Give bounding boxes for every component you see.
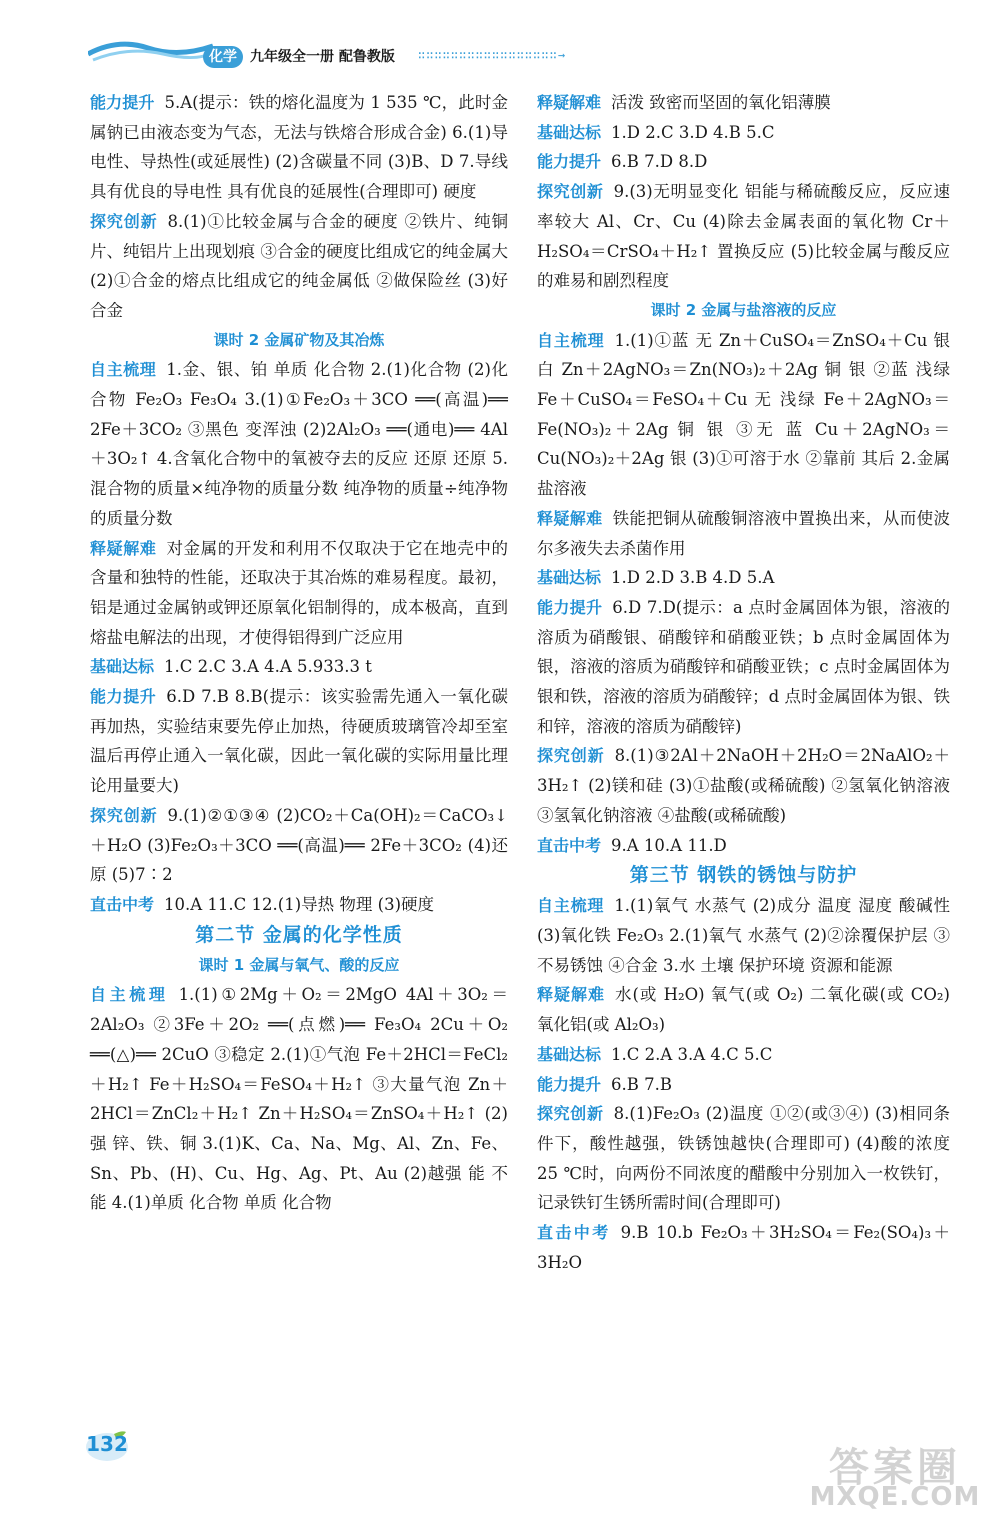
answer-block <box>90 890 508 920</box>
block-label: 释疑解难 <box>537 508 603 528</box>
answer-block <box>537 891 950 980</box>
answer-block <box>537 504 950 563</box>
block-label: 自主梳理 <box>90 985 169 1005</box>
lesson-heading: 课时 2 金属与盐溶液的反应 <box>650 300 837 319</box>
block-label: 能力提升 <box>537 597 603 617</box>
watermark <box>800 1436 990 1516</box>
block-text: 1.C 2.C 3.A 4.A 5.933.3 t <box>164 657 372 677</box>
block-label: 基础达标 <box>537 1044 602 1064</box>
block-label: 能力提升 <box>90 687 157 707</box>
block-text: 6.D 7.D(提示：a 点时金属固体为银，溶液的溶质为硝酸银、硝酸锌和硝酸亚铁；b 点时金属固体为银，溶液的溶质为硝酸锌和硝酸亚铁；c 点时金属固体为银和铁，溶液的溶质为硝酸锌；d 点时金属固体为银、铁和锌，溶液的溶质为硝酸锌) <box>537 597 950 736</box>
block-label: 释疑解难 <box>537 985 605 1005</box>
block-text: 1.D 2.D 3.B 4.D 5.A <box>611 568 775 588</box>
answer-block <box>90 682 508 801</box>
right-column <box>537 88 950 1277</box>
watermark-url: MXQE.COM <box>809 1482 981 1512</box>
block-label: 基础达标 <box>90 657 155 677</box>
block-text: 6.D 7.B 8.B(提示：该实验需先通入一氧化碳再加热，实验结束要先停止加热，待硬质玻璃管冷却至室温后再停止通入一氧化碳，因此一氧化碳的实际用量比理论用量要大) <box>90 687 508 796</box>
block-text: 9.(1)②①③④ (2)CO₂＋Ca(OH)₂＝CaCO₃↓＋H₂O (3)Fe₂O₃＋3CO ══(高温)══ 2Fe＋3CO₂ (4)还原 (5)7∶2 <box>90 805 508 885</box>
answer-block <box>90 534 508 653</box>
block-label: 释疑解难 <box>90 538 157 558</box>
block-text: 9.B 10.b Fe₂O₃＋3H₂SO₄＝Fe₂(SO₄)₃＋3H₂O <box>537 1223 950 1272</box>
answer-block <box>90 355 508 533</box>
block-text: 10.A 11.C 12.(1)导热 物理 (3)硬度 <box>164 894 435 914</box>
block-text: 9.A 10.A 11.D <box>611 835 727 855</box>
page-number-text: 132 <box>86 1432 128 1456</box>
block-label: 自主梳理 <box>537 330 605 350</box>
block-text: 6.B 7.D 8.D <box>611 152 708 172</box>
block-text: 对金属的开发和利用不仅取决于它在地壳中的含量和独特的性能，还取决于其冶炼的难易程度。最初，铝是通过金属钠或钾还原氧化铝制得的，成本极高，直到熔盐电解法的出现，才使得铝得到广泛应用 <box>90 538 508 647</box>
block-label: 能力提升 <box>537 1074 602 1094</box>
answer-block <box>537 147 950 177</box>
left-column <box>90 88 508 1218</box>
answer-block <box>90 88 508 207</box>
block-label: 探究创新 <box>537 746 605 766</box>
lesson-heading: 课时 2 金属矿物及其冶炼 <box>213 330 385 349</box>
block-label: 基础达标 <box>537 122 602 142</box>
answer-block <box>537 593 950 742</box>
answer-block <box>90 207 508 326</box>
subject-badge: 化学 <box>203 46 243 68</box>
watermark-logo-text: 答案圈 <box>829 1445 961 1491</box>
block-label: 释疑解难 <box>537 93 602 112</box>
block-text: 1.金、银、铂 单质 化合物 2.(1)化合物 (2)化合物 Fe₂O₃ Fe₃O₄ 3.(1)①Fe₂O₃＋3CO ══(高温)══ 2Fe＋3CO₂ ③黑色 变浑浊 (2)2Al₂O₃ ══(通电)══ 4Al＋3O₂↑ 4.含氧化合物中的氧被夺去的反应 还原 还原 5.混合物的质量×纯净物的质量分数 纯净物的质量÷纯净物的质量分数 <box>90 360 508 528</box>
block-text: 1.(1)氧气 水蒸气 (2)成分 温度 湿度 酸碱性 (3)氧化铁 Fe₂O₃ 2.(1)氧气 水蒸气 (2)②涂覆保护层 ③不易锈蚀 ④合金 3.水 土壤 保护环境 资源和能源 <box>537 896 950 975</box>
block-text: 5.A(提示：铁的熔化温度为 1 535 ℃，此时金属钠已由液态变为气态，无法与铁熔合形成合金) 6.(1)导电性、导热性(或延展性) (2)含碳量不同 (3)B、D 7.导线 具有优良的导电性 具有优良的延展性(合理即可) 硬度 <box>90 93 508 202</box>
answer-block <box>537 741 950 830</box>
block-text: 1.(1)①2Mg＋O₂＝2MgO 4Al＋3O₂＝2Al₂O₃ ②3Fe＋2O₂ ══(点燃)══ Fe₃O₄ 2Cu＋O₂ ══(△)══ 2CuO ③稳定 2.(1)①气泡 Fe＋2HCl＝FeCl₂＋H₂↑ Fe＋H₂SO₄＝FeSO₄＋H₂↑ ③大量气泡 Zn＋2HCl＝ZnCl₂＋H₂↑ Zn＋H₂SO₄＝ZnSO₄＋H₂↑ (2)强 锌、铁、铜 3.(1)K、Ca、Na、Mg、Al、Zn、Fe、Sn、Pb、(H)、Cu、Hg、Ag、Pt、Au (2)越强 能 不能 4.(1)单质 化合物 单质 化合物 <box>90 985 508 1213</box>
answer-block <box>90 980 508 1218</box>
block-label: 能力提升 <box>537 152 602 172</box>
page-number <box>84 1428 130 1462</box>
answer-block <box>90 652 508 682</box>
block-label: 自主梳理 <box>90 360 157 380</box>
block-label: 自主梳理 <box>537 896 605 916</box>
section-heading: 第三节 钢铁的锈蚀与防护 <box>629 864 858 887</box>
block-text: 1.C 2.A 3.A 4.C 5.C <box>611 1044 773 1064</box>
header-wave-decoration <box>88 36 213 66</box>
answer-block <box>537 326 950 504</box>
answer-block <box>537 1070 950 1100</box>
answer-block <box>537 177 950 296</box>
lesson-heading: 课时 1 金属与氧气、酸的反应 <box>198 955 400 974</box>
answer-block <box>537 563 950 593</box>
answer-block <box>537 118 950 148</box>
answer-block <box>537 1040 950 1070</box>
block-text: 8.(1)③2Al＋2NaOH＋2H₂O＝2NaAlO₂＋3H₂↑ (2)镁和硅 (3)①盐酸(或稀硫酸) ②氢氧化钠溶液 ③氢氧化钠溶液 ④盐酸(或稀硫酸) <box>537 746 950 825</box>
page-header <box>0 0 1000 80</box>
book-title: 九年级全一册 配鲁教版 <box>250 49 395 65</box>
answer-block <box>537 1099 950 1218</box>
section-heading: 第二节 金属的化学性质 <box>195 923 403 946</box>
block-text: 铁能把铜从硫酸铜溶液中置换出来，从而使波尔多液失去杀菌作用 <box>537 508 950 558</box>
block-text: 水(或 H₂O) 氧气(或 O₂) 二氧化碳(或 CO₂) 氧化铝(或 Al₂O₃) <box>537 985 950 1035</box>
block-label: 探究创新 <box>90 805 158 825</box>
block-text: 9.(3)无明显变化 铝能与稀硫酸反应，反应速率较大 Al、Cr、Cu (4)除去金属表面的氧化物 Cr＋H₂SO₄＝CrSO₄＋H₂↑ 置换反应 (5)比较金属与酸反应的难易和剧烈程度 <box>537 182 950 291</box>
header-dots-arrow: ∷∷∷∷∷∷∷∷∷∷∷∷∷∷∷∷∷→ <box>418 48 567 62</box>
block-label: 直击中考 <box>90 894 155 914</box>
block-text: 8.(1)Fe₂O₃ (2)温度 ①②(或③④) (3)相同条件下，酸性越强，铁锈蚀越快(合理即可) (4)酸的浓度 25 ℃时，向两份不同浓度的醋酸中分别加入一枚铁钉，记录铁钉生锈所需时间(合理即可) <box>537 1104 950 1213</box>
answer-block <box>90 801 508 890</box>
block-label: 基础达标 <box>537 568 602 588</box>
answer-block <box>537 831 950 861</box>
block-label: 探究创新 <box>537 182 604 202</box>
block-label: 能力提升 <box>90 93 155 112</box>
answer-block <box>537 1218 950 1277</box>
block-label: 探究创新 <box>537 1104 604 1124</box>
block-text: 活泼 致密而坚固的氧化铝薄膜 <box>611 93 831 112</box>
block-text: 1.D 2.C 3.D 4.B 5.C <box>611 122 775 142</box>
answer-block <box>537 980 950 1039</box>
block-text: 6.B 7.B <box>611 1074 672 1094</box>
block-label: 直击中考 <box>537 1223 611 1243</box>
block-label: 探究创新 <box>90 211 158 231</box>
answer-block <box>537 88 950 118</box>
block-label: 直击中考 <box>537 835 602 855</box>
block-text: 1.(1)①蓝 无 Zn＋CuSO₄＝ZnSO₄＋Cu 银白 Zn＋2AgNO₃＝Zn(NO₃)₂＋2Ag 铜 银 ②蓝 浅绿 Fe＋CuSO₄＝FeSO₄＋Cu 无 浅绿 Fe＋2AgNO₃＝Fe(NO₃)₂＋2Ag 铜 银 ③无 蓝 Cu＋2AgNO₃＝Cu(NO₃)₂＋2Ag 银 (3)①可溶于水 ②靠前 其后 2.金属 盐溶液 <box>537 330 950 499</box>
block-text: 8.(1)①比较金属与合金的硬度 ②铁片、纯铜片、纯铝片上出现划痕 ③合金的硬度比组成它的纯金属大 (2)①合金的熔点比组成它的纯金属低 ②做保险丝 (3)好 合金 <box>90 211 508 320</box>
